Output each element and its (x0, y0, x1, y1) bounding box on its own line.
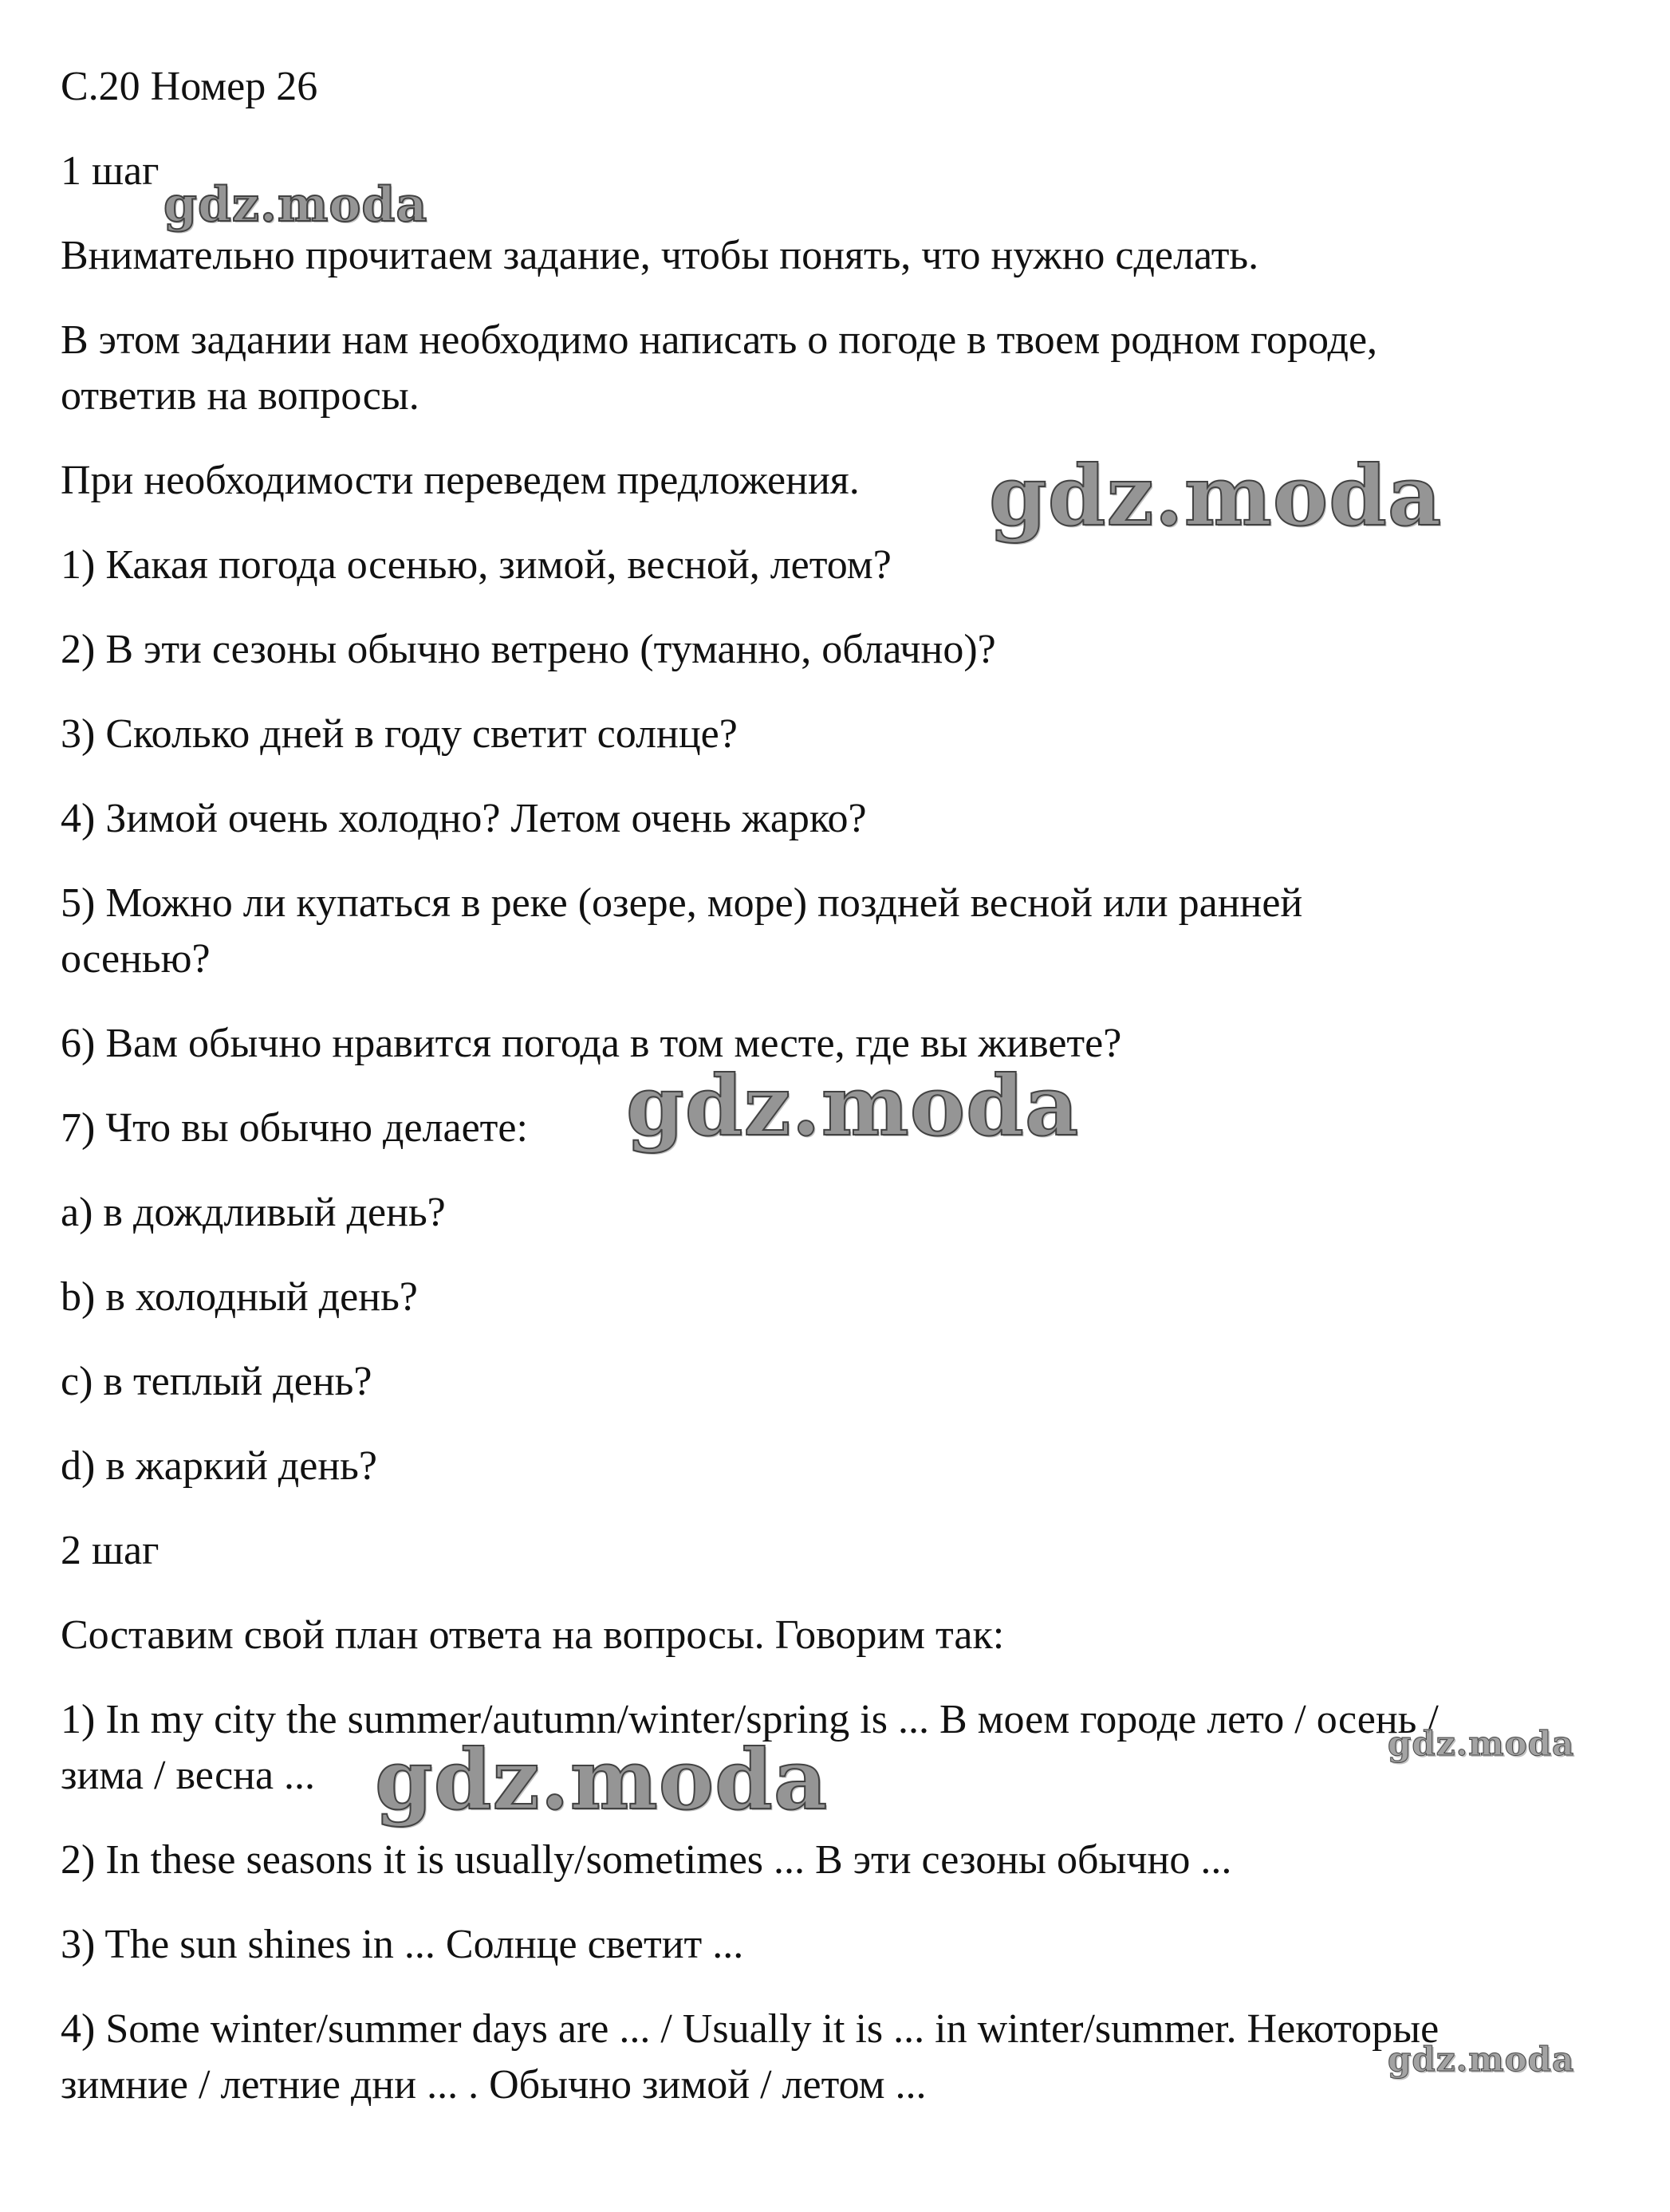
answer-4-line-2: зимние / летние дни ... . Обычно зимой / летом ... (61, 2062, 927, 2108)
answer-1-line-2: зима / весна ... (61, 1753, 316, 1798)
question-2: 2) В эти сезоны обычно ветрено (туманно, облачно)? (61, 627, 996, 672)
step-1-label: 1 шаг (61, 148, 160, 194)
watermark-logo: gdz.moda (989, 447, 1443, 545)
watermark-logo: gdz.moda (1388, 1724, 1575, 1763)
question-1: 1) Какая погода осенью, зимой, весной, летом? (61, 542, 892, 588)
answer-4-line-1: 4) Some winter/summer days are ... / Usually it is ... in winter/summer. Некоторые (61, 2006, 1440, 2052)
watermark-logo: gdz.moda (163, 177, 428, 233)
task-description-line-2: ответив на вопросы. (61, 373, 419, 419)
watermark-logo: gdz.moda (1388, 2040, 1575, 2079)
step-1-intro: Внимательно прочитаем задание, чтобы понять, что нужно сделать. (61, 233, 1259, 278)
answer-2: 2) In these seasons it is usually/sometimes ... В эти сезоны обычно ... (61, 1837, 1232, 1883)
question-6: 6) Вам обычно нравится погода в том месте, где вы живете? (61, 1021, 1122, 1066)
question-5-line-2: осенью? (61, 936, 211, 982)
watermark-logo: gdz.moda (626, 1057, 1080, 1155)
translate-note: При необходимости переведем предложения. (61, 458, 860, 503)
watermark-logo: gdz.moda (375, 1730, 829, 1828)
question-4: 4) Зимой очень холодно? Летом очень жарко? (61, 796, 867, 841)
answer-3: 3) The sun shines in ... Солнце светит ... (61, 1922, 744, 1967)
step-2-label: 2 шаг (61, 1528, 160, 1573)
question-7a: a) в дождливый день? (61, 1190, 446, 1235)
step-2-intro: Составим свой план ответа на вопросы. Говорим так: (61, 1612, 1005, 1658)
question-7b: b) в холодный день? (61, 1274, 418, 1320)
question-7: 7) Что вы обычно делаете: (61, 1105, 528, 1151)
question-3: 3) Сколько дней в году светит солнце? (61, 711, 738, 757)
task-description-line-1: В этом задании нам необходимо написать о погоде в твоем родном городе, (61, 317, 1378, 363)
question-7c: c) в теплый день? (61, 1359, 372, 1404)
question-7d: d) в жаркий день? (61, 1443, 377, 1489)
page-title: С.20 Номер 26 (61, 64, 318, 109)
answer-1-line-1: 1) In my city the summer/autumn/winter/spring is ... В моем городе лето / осень / (61, 1697, 1439, 1742)
question-5-line-1: 5) Можно ли купаться в реке (озере, море) поздней весной или ранней (61, 880, 1303, 926)
